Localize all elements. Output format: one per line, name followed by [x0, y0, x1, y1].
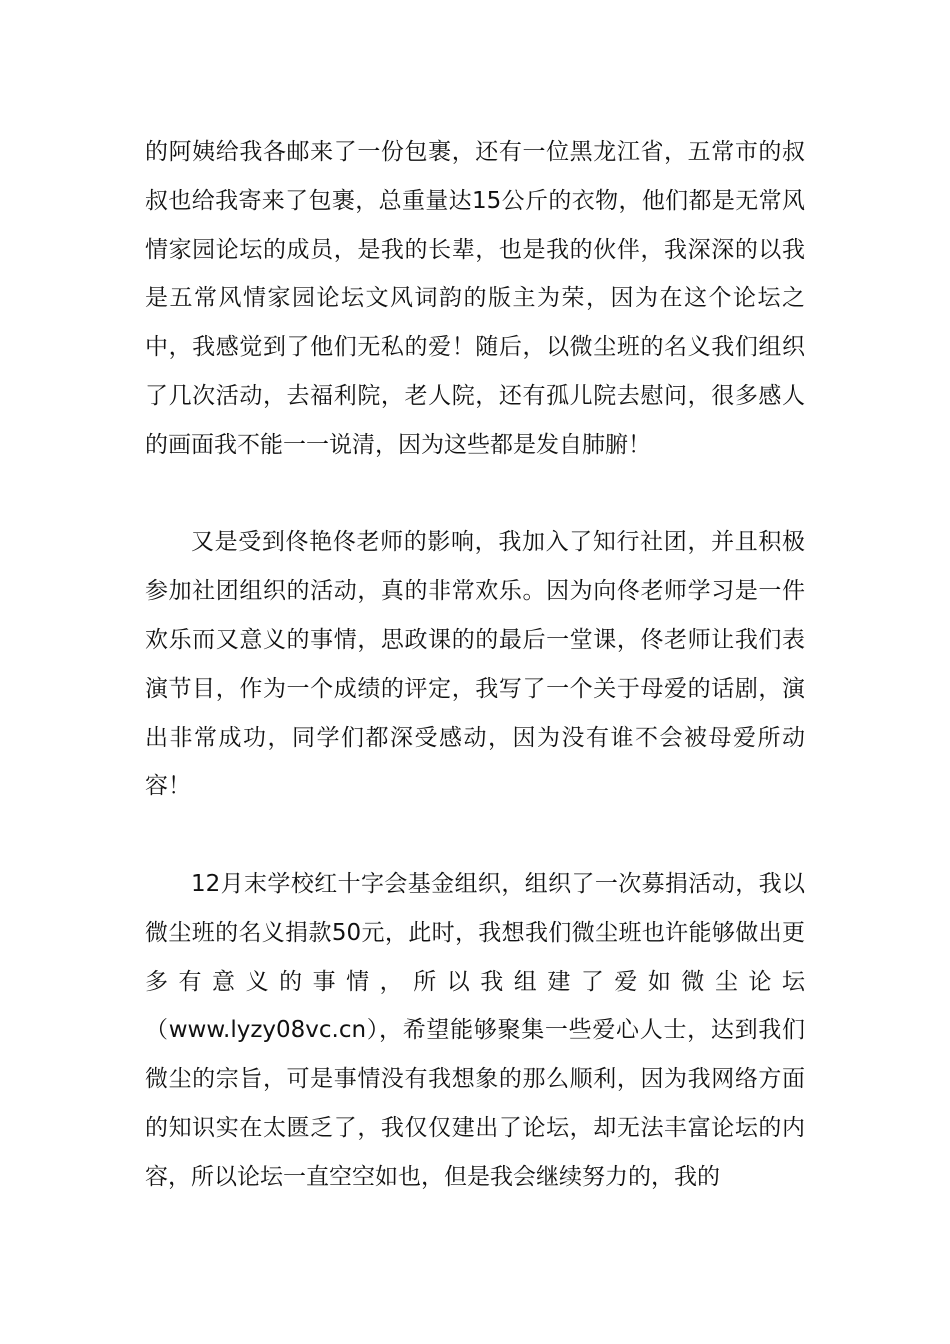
- document-page: [145, 128, 805, 1202]
- paragraph-1: 的阿姨给我各邮来了一份包裹，还有一位黑龙江省，五常市的叔叔也给我寄来了包裹，总重量达15公斤的衣物，他们都是无常风情家园论坛的成员，是我的长辈，也是我的伙伴，我深深的以我是五常风情家园论坛文风词韵的版主为荣，因为在这个论坛之中，我感觉到了他们无私的爱！随后，以微尘班的名义我们组织了几次活动，去福利院，老人院，还有孤儿院去慰问，很多感人的画面我不能一一说清，因为这些都是发自肺腑！: [145, 139, 805, 458]
- paragraph-gap: [145, 811, 805, 860]
- paragraph-2: 又是受到佟艳佟老师的影响，我加入了知行社团，并且积极参加社团组织的活动，真的非常欢乐。因为向佟老师学习是一件欢乐而又意义的事情，思政课的的最后一堂课，佟老师让我们表演节目，作为一个成绩的评定，我写了一个关于母爱的话剧，演出非常成功，同学们都深受感动，因为没有谁不会被母爱所动容！: [145, 529, 805, 800]
- paragraph-gap: [145, 470, 805, 519]
- paragraph-3: 12月末学校红十字会基金组织，组织了一次募捐活动，我以微尘班的名义捐款50元，此时，我想我们微尘班也许能够做出更多有意义的事情，所以我组建了爱如微尘论坛（www.lyzy08vc.cn），希望能够聚集一些爱心人士，达到我们微尘的宗旨，可是事情没有我想象的那么顺利，因为我网络方面的知识实在太匮乏了，我仅仅建出了论坛，却无法丰富论坛的内容，所以论坛一直空空如也，但是我会继续努力的，我的: [145, 870, 805, 1190]
